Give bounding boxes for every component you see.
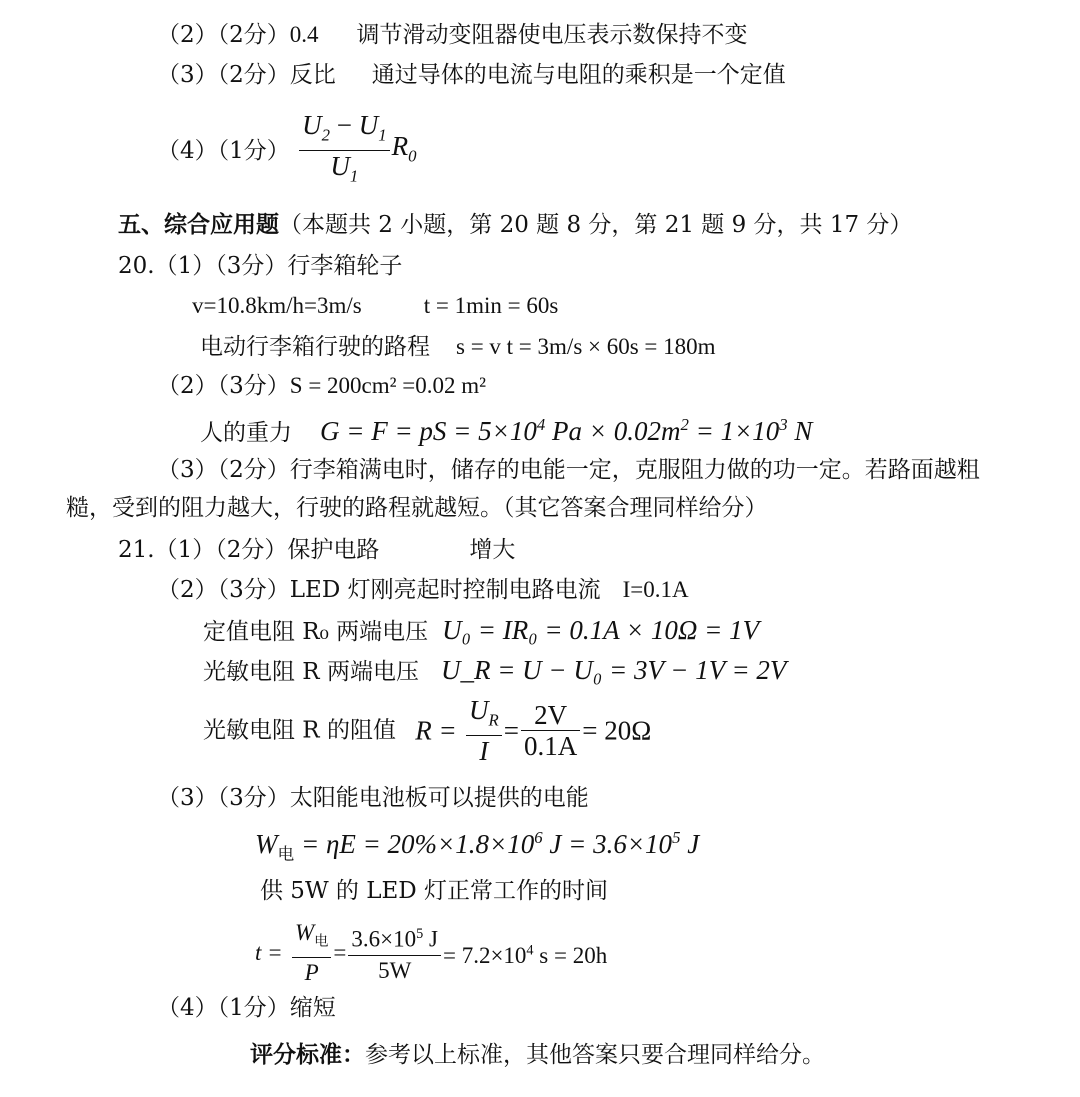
q20-speed-time: v=10.8km/h=3m/s t = 1min = 60s	[192, 293, 559, 318]
q21-part1: 21.（1）（2分）保护电路 增大	[118, 537, 516, 563]
q19-part2: （2）（2分）0.4 调节滑动变阻器使电压表示数保持不变	[157, 22, 748, 48]
fraction-ur-over-i: $\frac{U_R}{I}$	[466, 695, 502, 766]
q21-u0: 定值电阻 R₀ 两端电压 U₀ = IR₀ = 0.1A × 10Ω = 1V	[203, 615, 760, 645]
q21-part3: （3）（3分）太阳能电池板可以提供的电能	[157, 785, 589, 811]
fraction-energy-over-power: $\frac{3.6\times 10^5 J}{5W}$	[348, 919, 441, 986]
q20-part2: （2）（3分）S = 200cm² =0.02 m²	[157, 373, 487, 399]
q21-r: 光敏电阻 R 的阻值 R = $\frac{U_R}{I}$ = $\frac{2V}{0.1A}$ = 20Ω	[203, 695, 652, 767]
q21-time: t = $\frac{W_电}{P}$ = $\frac{3.6\times 10^5 J}{5W}$ = $7.2\times 10^4$ s = 20h	[255, 918, 607, 988]
fraction-2v-over-01a: $\frac{2V}{0.1A}$	[521, 700, 580, 761]
q20-part3-cont: 糙，受到的阻力越大，行驶的路程就越短。（其它答案合理同样给分）	[66, 495, 768, 521]
q21-part2: （2）（3分）LED 灯刚亮起时控制电路电流 I=0.1A	[157, 577, 689, 603]
q19-part4: （4）（1分） $\frac{U_2 - U_1}{U_1}$ $R_0$	[157, 110, 416, 192]
section-heading: 五、综合应用题（本题共 2 小题，第 20 题 8 分，第 21 题 9 分，共 17 分）	[118, 211, 913, 238]
fraction-w-over-p: $\frac{W_电}{P}$	[292, 918, 331, 988]
q20-distance: 电动行李箱行驶的路程 s = v t = 3m/s × 60s = 180m	[200, 334, 716, 360]
q21-time-label: 供 5W 的 LED 灯正常工作的时间	[260, 878, 609, 904]
q20-part3: （3）（2分）行李箱满电时，储存的电能一定，克服阻力做的功一定。若路面越粗	[157, 457, 980, 483]
q21-ur: 光敏电阻 R 两端电压 U_R = U − U₀ = 3V − 1V = 2V	[203, 655, 787, 685]
grading-criteria: 评分标准：参考以上标准，其他答案只要合理同样给分。	[250, 1041, 825, 1068]
q21-part4: （4）（1分）缩短	[157, 995, 336, 1021]
fraction-u2-minus-u1-over-u1: $\frac{U_2 - U_1}{U_1}$	[299, 110, 389, 192]
q20-part1: 20.（1）（3分）行李箱轮子	[118, 253, 403, 279]
q21-energy: $W_电 = \eta E = 20\%\times 1.8\times 10^6$ $J = 3.6\times 10^5$ J	[255, 828, 700, 864]
q20-weight: 人的重力 G = F = pS = $5\times 10^4$ $Pa \times 0.02m^2 = 1\times 10^3$ N	[200, 415, 813, 446]
q19-part3: （3）（2分）反比 通过导体的电流与电阻的乘积是一个定值	[157, 62, 786, 88]
